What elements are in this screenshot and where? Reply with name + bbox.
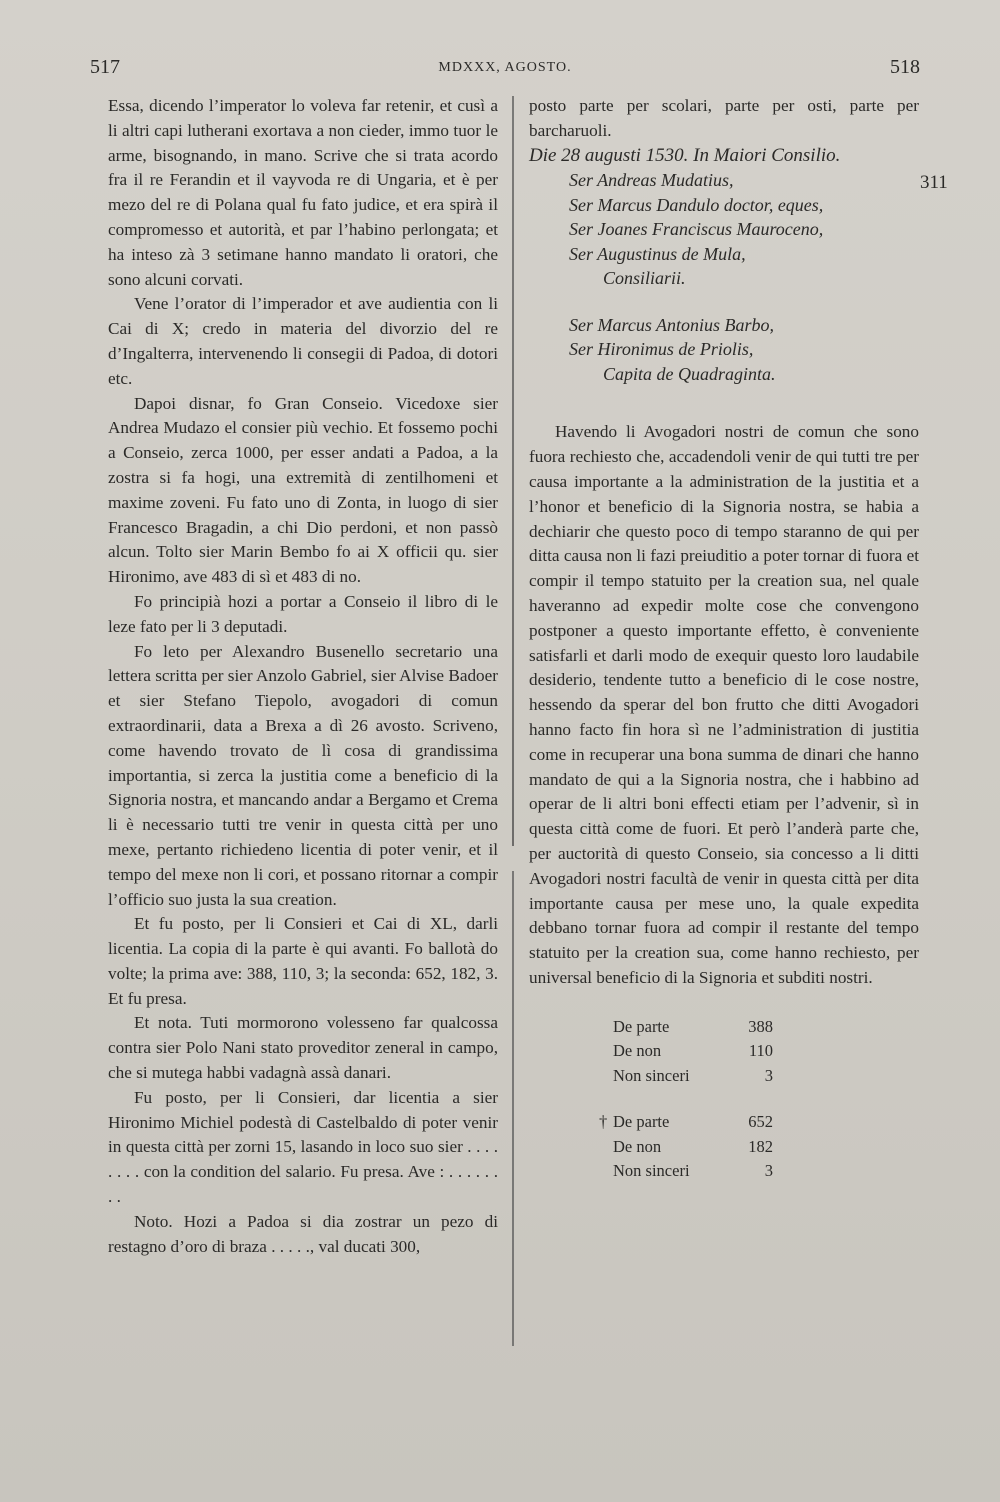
name-entry: Ser Augustinus de Mula, [569,243,746,264]
vote-row [599,1110,773,1135]
left-column [108,94,498,1259]
right-page-number: 518 [890,56,920,78]
vote-label: De parte [613,1112,670,1132]
paragraph: Dapoi disnar, fo Gran Conseio. Vicedoxe sier Andrea Mudazo el consier più vechio. Et fossemo pochi a Conseio, zerca 1000, per esser andati a Padoa, a la zostra si fa hogi, una extremità di zentilhomeni et maxime zoveni. Fu fato uno di Zonta, in luogo di sier Francesco Bragadin, a chi Dio perdoni, et non passò alcun. Tolto sier Marin Bembo fo ai X officii qu. sier Hironimo, ave 483 di sì et 483 di no. [108,393,498,587]
name-entry: Ser Marcus Dandulo doctor, eques, [569,194,824,215]
paragraph: Noto. Hozi a Padoa si dia zostrar un pezo di restagno d’oro di braza . . . . ., val ducati 300, [108,1211,498,1256]
paragraph: Fo principià hozi a portar a Conseio il libro di le leze fato per li 3 deputadi. [108,591,498,636]
vote-row [599,1064,773,1089]
vote-label: De parte [613,1016,670,1036]
running-title: MDXXX, AGOSTO. [438,60,572,75]
paragraph: Et nota. Tuti mormorono volesseno far qualcossa contra sier Polo Nani stato proveditor zeneral in campo, che si mutega habbi vadagnà assà danari. [108,1013,498,1083]
name-entry: Ser Marcus Antonius Barbo, [569,314,774,335]
vote-label: Non sinceri [613,1065,690,1085]
vote-label: De non [613,1041,662,1061]
vote-count: 388 [748,1016,773,1036]
margin-folio-number: 311 [920,172,948,193]
group-title: Consiliarii. [603,268,686,289]
heads-list [569,313,919,387]
vote-table-first [599,1015,773,1184]
name-entry: Ser Andreas Mudatius, [569,170,734,191]
paragraph: Vene l’orator di l’imperador et ave audientia con li Cai di X; credo in materia del divorzio del re d’Ingalterra, intervenendo li consegii di Padoa, di dotori etc. [108,294,498,388]
paragraph: Fo leto per Alexandro Busenello secretario una lettera scritta per sier Anzolo Gabriel, sier Alvise Badoer et sier Stefano Tiepolo, avogadori di comun extraordinarii, data a Brexa a dì 26 avosto. Scriveno, come havendo trovato de lì cosa di grandissima importantia, si zerca la justitia come a beneficio di la Signoria nostra, et mancando andar a Bergamo et Crema li è necessario tutti tre venir in questa città per uno mexe, pertanto richiedeno licentia di poter venir, et il tempo del mexe non li cori, et possano ritornar a compir l’officio suo justa la sua creation. [108,641,498,909]
paragraph: Fu posto, per li Consieri, dar licentia a sier Hironimo Michiel podestà di Castelbaldo di poter venir in questa città per zorni 15, lasando in loco suo sier . . . . . . . . con la condition del salario. Fu presa. Ave : . . . . . . . . [108,1087,498,1207]
vote-count: 182 [748,1136,773,1156]
paragraph-continuation: posto parte per scolari, parte per osti, parte per barcharuoli. [529,96,919,140]
right-column [529,94,919,1184]
vote-row [599,1015,773,1040]
vote-label: De non [613,1136,662,1156]
session-heading: Die 28 augusti 1530. In Maiori Consilio. [529,144,841,166]
name-entry: Ser Hironimus de Priolis, [569,339,754,360]
vote-results [529,1015,919,1184]
councillors-list [569,168,919,291]
vote-count: 110 [748,1041,773,1061]
left-page-number: 517 [90,56,120,78]
group-title: Capita de Quadraginta. [603,363,776,384]
decree-text: Havendo li Avogadori nostri de comun che sono fuora rechiesto che, accadendoli venir de qui tutti tre per causa importante a la administration de la justitia et a l’honor et beneficio di la Signoria nostra, se habia a dechiarir che questo poco di tempo staranno de qui per ditta causa non li fazi preiuditio a poter tornar di fuora et compir il tempo statuito per la creation sua, nel quale haveranno ad expedir molte cose che convengono postponer a questo importante effetto, è conveniente satisfarli et darli modo de exequir questo loro laudabile desiderio, tendente tutto a beneficio di le cose nostre, hessendo da sperar del bon frutto che ditti Avogadori hanno facto fin hora sì ne l’administration di justitia come in recuperar una bona summa de dinari che hanno mandato de qui a la Signoria nostra, che i habbino ad operar de li altri boni effecti etiam per l’advenir, sì in questa città come de fuori. Et però l’anderà parte che, per auctorità di questo Conseio, sia concesso a li ditti Avogadori nostri facultà de venir in questa città per dita importante causa per mese uno, la quale expedita debbano tornar fuora ad compir il restante del tempo statuito per la creation sua, come hanno rechiesto, per universal beneficio di la Signoria et subditi nostri. [529,422,919,987]
running-header [90,56,920,86]
vote-row [599,1159,773,1184]
paragraph: Essa, dicendo l’imperator lo voleva far retenir, et cusì a li altri capi lutherani exortava a non cieder, immo tuor le arme, bisognando, in mano. Scrive che si trata acordo fra il re Ferandin et il vayvoda re di Ungaria, et è per mezo del re di Polana qual fu fato judice, et era spirà il compromesso et autorità, et par l’habino perlongata; et ha inteso zà 3 setimane hanno mandato li oratori, che sono alcuni corvati. [108,96,498,289]
vote-row [599,1039,773,1064]
dagger-mark: † [599,1112,608,1132]
name-entry: Ser Joanes Franciscus Mauroceno, [569,219,824,240]
vote-count: 3 [764,1065,773,1085]
vote-row [599,1135,773,1160]
paragraph: Et fu posto, per li Consieri et Cai di XL, darli licentia. La copia di la parte è qui avanti. Fo ballotà do volte; la prima ave: 388, 110, 3; la seconda: 652, 182, 3. Et fu presa. [108,914,498,1008]
vote-count: 3 [764,1161,773,1181]
column-divider [512,96,514,1346]
vote-label: Non sinceri [613,1161,690,1181]
vote-count: 652 [748,1112,773,1132]
